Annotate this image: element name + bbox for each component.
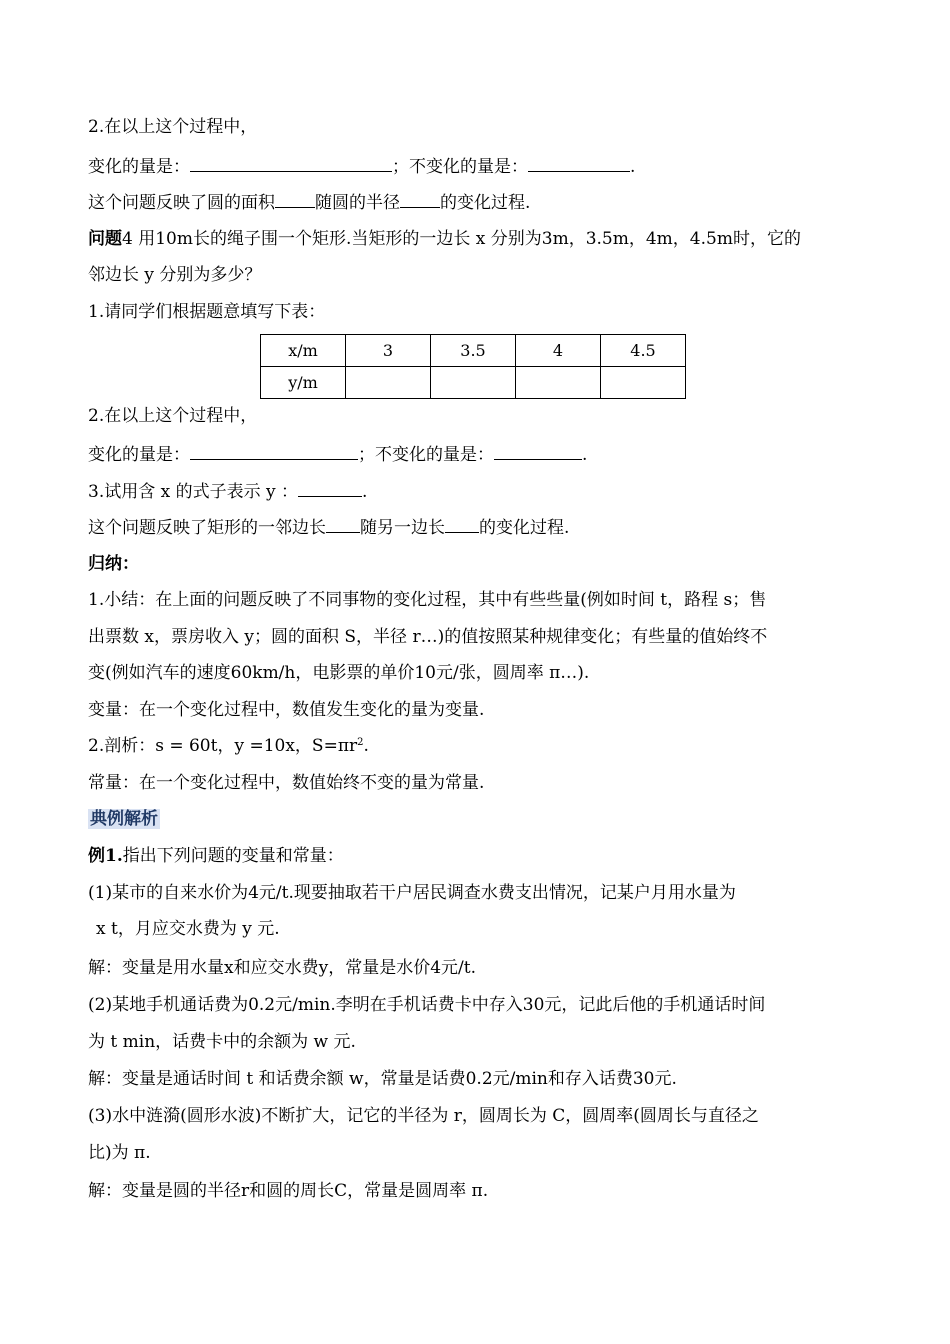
p1-line3 — [88, 191, 530, 214]
text: 的变化过程. — [440, 193, 531, 213]
blank-area — [275, 191, 315, 208]
data-table — [260, 334, 686, 399]
table-cell — [516, 367, 601, 399]
blank — [445, 516, 479, 533]
summary-line: 1.小结：在上面的问题反映了不同事物的变化过程，其中有些些量(例如时间 t，路程 s；售 — [88, 590, 767, 610]
text: 这个问题反映了矩形的一邻边长 — [88, 518, 326, 538]
blank-expression — [298, 480, 362, 497]
text: 变化的量是： — [88, 445, 190, 465]
table-cell: y/m — [261, 367, 346, 399]
table-cell: 3 — [346, 335, 431, 367]
section-label: 典例解析 — [90, 809, 158, 829]
table-cell: x/m — [261, 335, 346, 367]
solution-line: 解：变量是圆的半径r和圆的周长C，常量是圆周率 π. — [88, 1181, 489, 1201]
text: 的变化过程. — [479, 518, 570, 538]
question-text: 4 用10m长的绳子围一个矩形.当矩形的一边长 x 分别为3m，3.5m，4m，4.5m时，它的 — [122, 229, 801, 249]
question-title: 问题 — [88, 229, 122, 249]
blank — [326, 516, 360, 533]
text: 随圆的半径 — [315, 193, 400, 213]
constant-definition: 常量：在一个变化过程中，数值始终不变的量为常量. — [88, 773, 485, 793]
example-label: 例1. — [88, 846, 123, 866]
blank-unchanging — [494, 443, 582, 460]
solution-line: 解：变量是用水量x和应交水费y，常量是水价4元/t. — [88, 958, 476, 978]
example-line: (1)某市的自来水价为4元/t.现要抽取若干户居民调查水费支出情况，记某户月用水量为 — [88, 883, 736, 903]
example-line: 为 t min，话费卡中的余额为 w 元. — [88, 1032, 356, 1052]
q4-item1: 1.请同学们根据题意填写下表： — [88, 302, 326, 322]
table-cell — [346, 367, 431, 399]
q4-line2: 邻边长 y 分别为多少？ — [88, 265, 262, 285]
example-line: (3)水中涟漪(圆形水波)不断扩大，记它的半径为 r，圆周长为 C，圆周率(圆周长与直径之 — [88, 1106, 759, 1126]
table-cell — [431, 367, 516, 399]
blank-changing — [190, 155, 392, 172]
text: 随另一边长 — [360, 518, 445, 538]
text: 2.剖析：s = 60t，y =10x，S=πr — [88, 736, 358, 756]
period: . — [630, 157, 636, 177]
q4-reflect — [88, 516, 569, 539]
examples-heading — [88, 808, 160, 830]
text: ；不变化的量是： — [358, 445, 494, 465]
text: . — [362, 482, 368, 502]
text: 3.试用含 x 的式子表示 y ： — [88, 482, 299, 502]
table-cell — [601, 367, 686, 399]
label-changing: 变化的量是： — [88, 157, 190, 177]
example-line: x t，月应交水费为 y 元. — [96, 919, 280, 939]
table-cell: 3.5 — [431, 335, 516, 367]
q4-item3 — [88, 480, 367, 503]
table-cell: 4 — [516, 335, 601, 367]
solution-line: 解：变量是通话时间 t 和话费余额 w，常量是话费0.2元/min和存入话费30元. — [88, 1069, 677, 1089]
table-row — [261, 335, 686, 367]
example-line: 比)为 π. — [88, 1143, 151, 1163]
p1-line1: 2.在以上这个过程中， — [88, 117, 258, 137]
text: 指出下列问题的变量和常量： — [122, 846, 344, 866]
text: . — [363, 736, 369, 756]
blank-changing — [190, 443, 358, 460]
p1-line2 — [88, 155, 635, 178]
summary-line: 出票数 x，票房收入 y；圆的面积 S，半径 r…)的值按照某种规律变化；有些量的值始终不 — [88, 627, 768, 647]
variable-definition: 变量：在一个变化过程中，数值发生变化的量为变量. — [88, 700, 485, 720]
text: . — [582, 445, 588, 465]
q4-item2b — [88, 443, 587, 466]
summary-heading: 归纳： — [88, 554, 139, 574]
example-line: (2)某地手机通话费为0.2元/min.李明在手机话费卡中存入30元，记此后他的手机通话时间 — [88, 995, 766, 1015]
summary-line: 变(例如汽车的速度60km/h，电影票的单价10元/张，圆周率 π…). — [88, 663, 590, 683]
table-cell: 4.5 — [601, 335, 686, 367]
example1-title — [88, 845, 344, 867]
superscript: 2 — [357, 737, 364, 748]
table-row — [261, 367, 686, 399]
blank-unchanging — [528, 155, 630, 172]
q4-item2: 2.在以上这个过程中， — [88, 406, 258, 426]
label-unchanging: ；不变化的量是： — [392, 157, 528, 177]
text: 这个问题反映了圆的面积 — [88, 193, 275, 213]
analysis-line — [88, 735, 369, 757]
blank-radius — [400, 191, 440, 208]
q4-line1 — [88, 228, 801, 250]
